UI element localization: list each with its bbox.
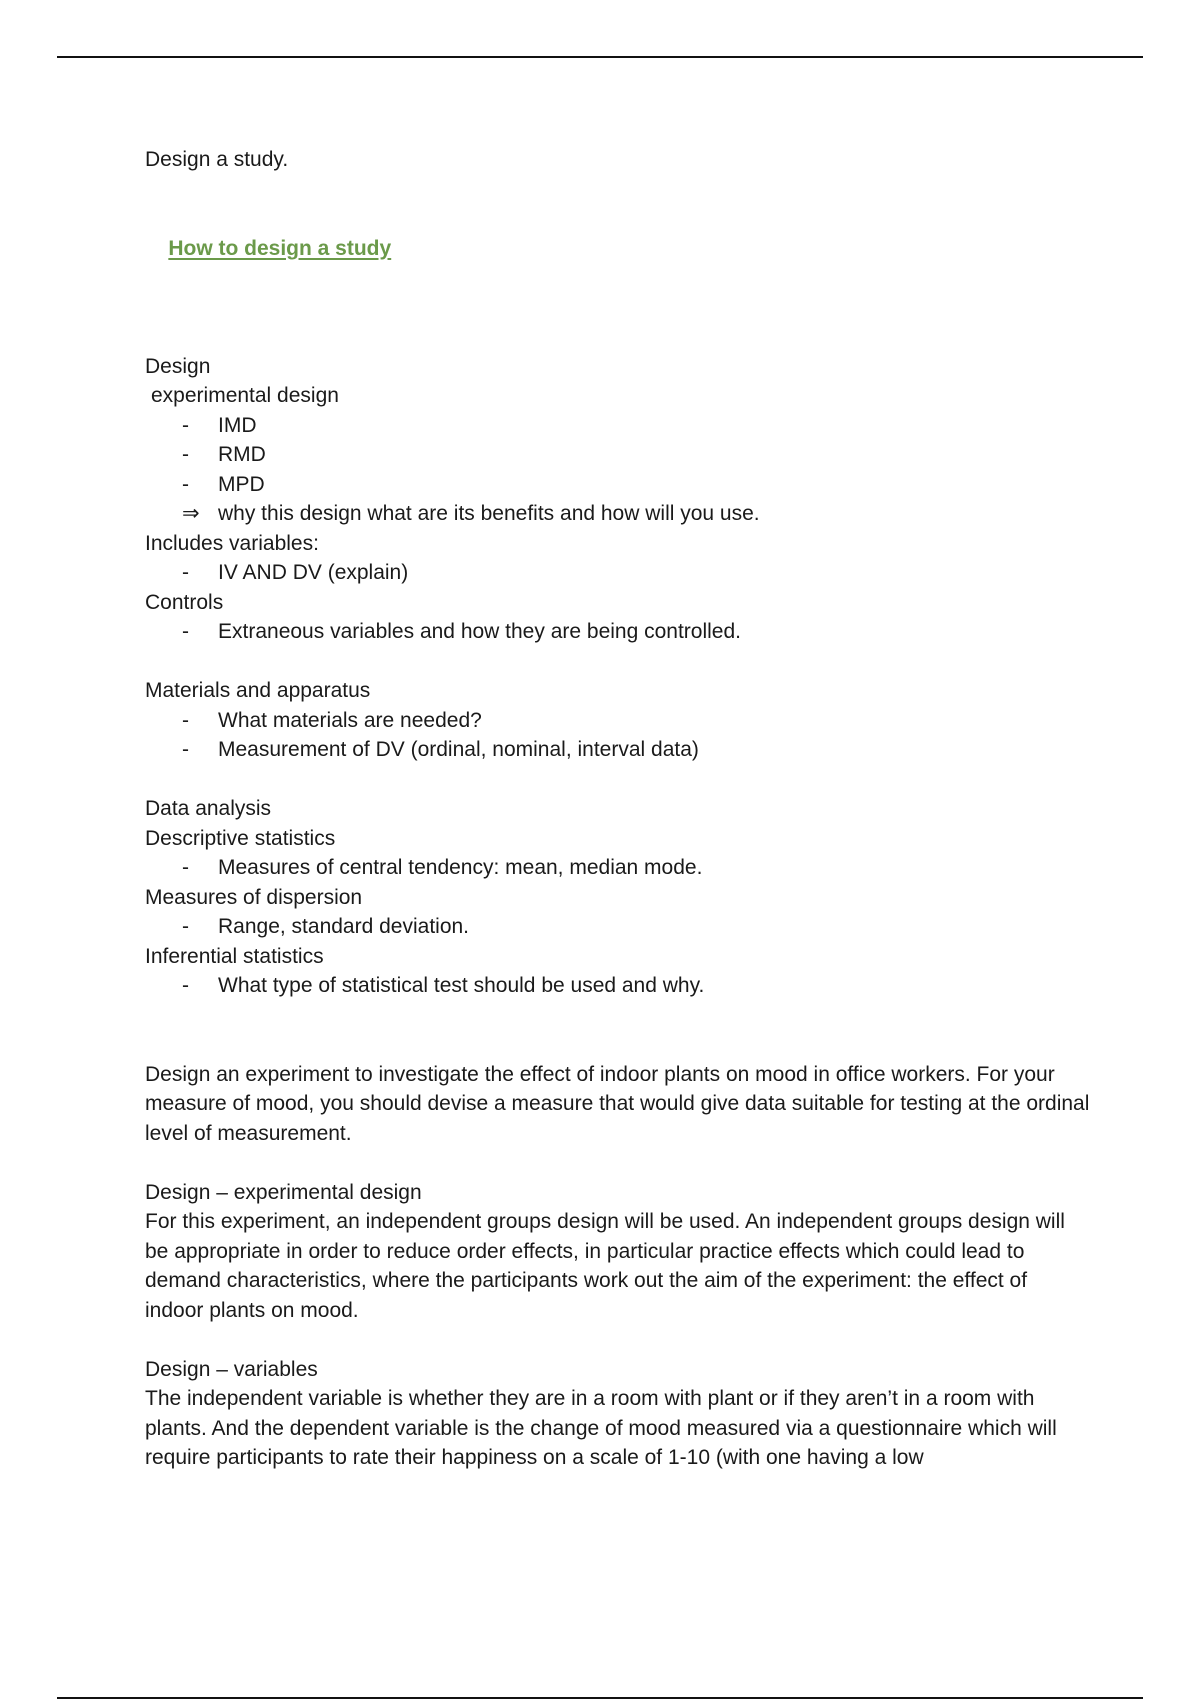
design-type-mpd: MPD: [218, 472, 265, 496]
dash-marker: -: [182, 620, 189, 643]
list-item: [145, 440, 1090, 470]
inferential-item: What type of statistical test should be used and why.: [218, 974, 705, 997]
list-item: [145, 853, 1090, 883]
section2-body: The independent variable is whether they are in a room with plant or if they aren’t in a room with plants. And the dependent variable is the change of mood measured via a questionnaire which will require participants to rate their happiness on a scale of 1-10 (with one having a low: [145, 1387, 1057, 1469]
materials-label: Materials and apparatus: [145, 679, 371, 702]
controls-item: Extraneous variables and how they are being controlled.: [218, 620, 741, 643]
section1-body: For this experiment, an independent groups design will be used. An independent groups design will be appropriate in order to reduce order effects, in particular practice effects which could lead to demand characteristics, where the participants work out the aim of the experiment: the effect of indoor plants on mood.: [145, 1210, 1065, 1322]
materials-item: Measurement of DV (ordinal, nominal, interval data): [218, 738, 699, 761]
dash-marker: -: [182, 915, 189, 938]
controls-label: Controls: [145, 590, 224, 614]
spacer: [145, 1148, 1090, 1178]
task-prompt: Design an experiment to investigate the effect of indoor plants on mood in office workers. For your measure of mood, you should devise a measure that would give data suitable for testing at the ordinal level of measurement.: [145, 1062, 1090, 1145]
dash-marker: -: [182, 856, 189, 879]
arrow-icon: ⇒: [182, 502, 200, 525]
document-body: [145, 145, 1090, 1473]
dash-marker: -: [182, 413, 189, 437]
inferential-label: Inferential statistics: [145, 944, 324, 968]
materials-item: What materials are needed?: [218, 708, 482, 732]
design-label: Design: [145, 354, 211, 378]
list-item: [145, 617, 1090, 647]
analysis-label: Data analysis: [145, 797, 272, 820]
list-item: [145, 912, 1090, 942]
list-item: [145, 971, 1090, 1001]
list-item: [145, 706, 1090, 736]
list-item: [145, 499, 1090, 529]
list-item: [145, 735, 1090, 765]
dash-marker: -: [182, 974, 189, 997]
dash-marker: -: [182, 738, 189, 761]
experimental-design-label: experimental design: [151, 384, 339, 407]
header-rule: [57, 56, 1143, 58]
variables-label: Includes variables:: [145, 531, 319, 555]
dash-marker: -: [182, 708, 189, 732]
list-item: [145, 558, 1090, 588]
section1-heading: Design – experimental design: [145, 1180, 422, 1204]
list-item: [145, 411, 1090, 441]
design-note: why this design what are its benefits and how will you use.: [218, 502, 760, 525]
spacer: [145, 293, 1090, 352]
section2-heading: Design – variables: [145, 1357, 318, 1381]
spacer: [145, 1001, 1090, 1060]
dispersion-label: Measures of dispersion: [145, 885, 363, 909]
dash-marker: -: [182, 443, 189, 466]
variables-item: IV AND DV (explain): [218, 561, 409, 584]
dash-marker: -: [182, 472, 189, 496]
dash-marker: -: [182, 561, 189, 584]
design-type-imd: IMD: [218, 413, 257, 437]
list-item: [145, 470, 1090, 500]
descriptive-item: Measures of central tendency: mean, median mode.: [218, 856, 703, 879]
how-to-design-link[interactable]: How to design a study: [168, 236, 392, 260]
spacer: [145, 1325, 1090, 1355]
document-title: Design a study.: [145, 148, 289, 171]
spacer: [145, 647, 1090, 677]
section-heading-link[interactable]: [145, 204, 1090, 293]
dispersion-item: Range, standard deviation.: [218, 915, 470, 938]
descriptive-label: Descriptive statistics: [145, 826, 336, 850]
spacer: [145, 175, 1090, 205]
spacer: [145, 765, 1090, 795]
design-type-rmd: RMD: [218, 443, 266, 466]
footer-rule: [57, 1697, 1143, 1699]
